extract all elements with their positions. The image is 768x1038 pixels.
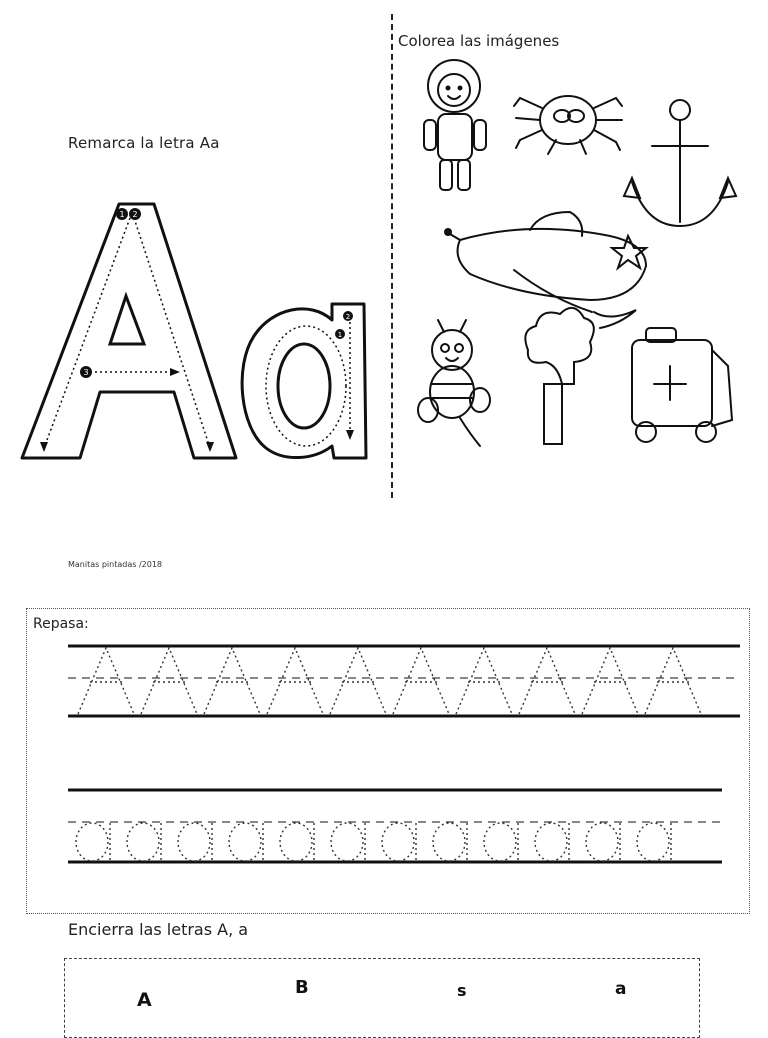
lowercase-a-outline [242,304,366,458]
trace-uppercase-a [267,648,323,714]
vertical-divider [391,14,393,498]
svg-text:1: 1 [119,210,125,219]
trace-lowercase-a [331,823,365,861]
trace-lowercase-a [382,823,416,861]
trace-lowercase-a [586,823,620,861]
trace-lowercase-a [280,823,314,861]
circle-letter-2: B [295,977,309,998]
svg-text:2: 2 [345,313,351,321]
trace-uppercase-a [204,648,260,714]
trace-lowercase-a [484,823,518,861]
trace-lowercase-a [178,823,212,861]
trace-uppercase-a [519,648,575,714]
trace-uppercase-a [330,648,386,714]
trace-uppercase-a [141,648,197,714]
trace-lowercase-a [433,823,467,861]
color-instruction: Colorea las imágenes [398,32,560,50]
trace-uppercase-a [645,648,701,714]
ambulance-image [632,328,732,442]
tree-image [525,308,594,444]
trace-lowercase-a [76,823,110,861]
trace-lowercase-a [127,823,161,861]
uppercase-a-inner-triangle [110,296,144,344]
practice-lines [26,608,750,914]
trace-lowercase-a [229,823,263,861]
astronaut-image [424,60,486,190]
svg-text:3: 3 [83,368,89,377]
trace-uppercase-a [456,648,512,714]
trace-uppercase-a [78,648,134,714]
trace-instruction: Remarca la letra Aa [68,134,220,152]
svg-text:2: 2 [132,210,138,219]
trace-lowercase-a [637,823,671,861]
circle-instruction: Encierra las letras A, a [68,920,249,939]
trace-uppercase-a [393,648,449,714]
airplane-image [445,212,646,328]
circle-letter-4: a [615,979,627,999]
practice-label: Repasa: [33,616,89,632]
spider-image [514,96,622,154]
circle-letters-box [64,958,700,1038]
trace-uppercase-a [582,648,638,714]
circle-letter-1: A [137,989,152,1011]
credit-text: Manitas pintadas /2018 [68,560,163,569]
bee-image [418,320,490,446]
svg-text:1: 1 [337,331,343,339]
trace-letters-graphic [14,196,384,472]
coloring-images [410,50,750,470]
trace-lowercase-a [535,823,569,861]
anchor-image [624,100,736,226]
circle-letter-3: s [457,981,467,1000]
